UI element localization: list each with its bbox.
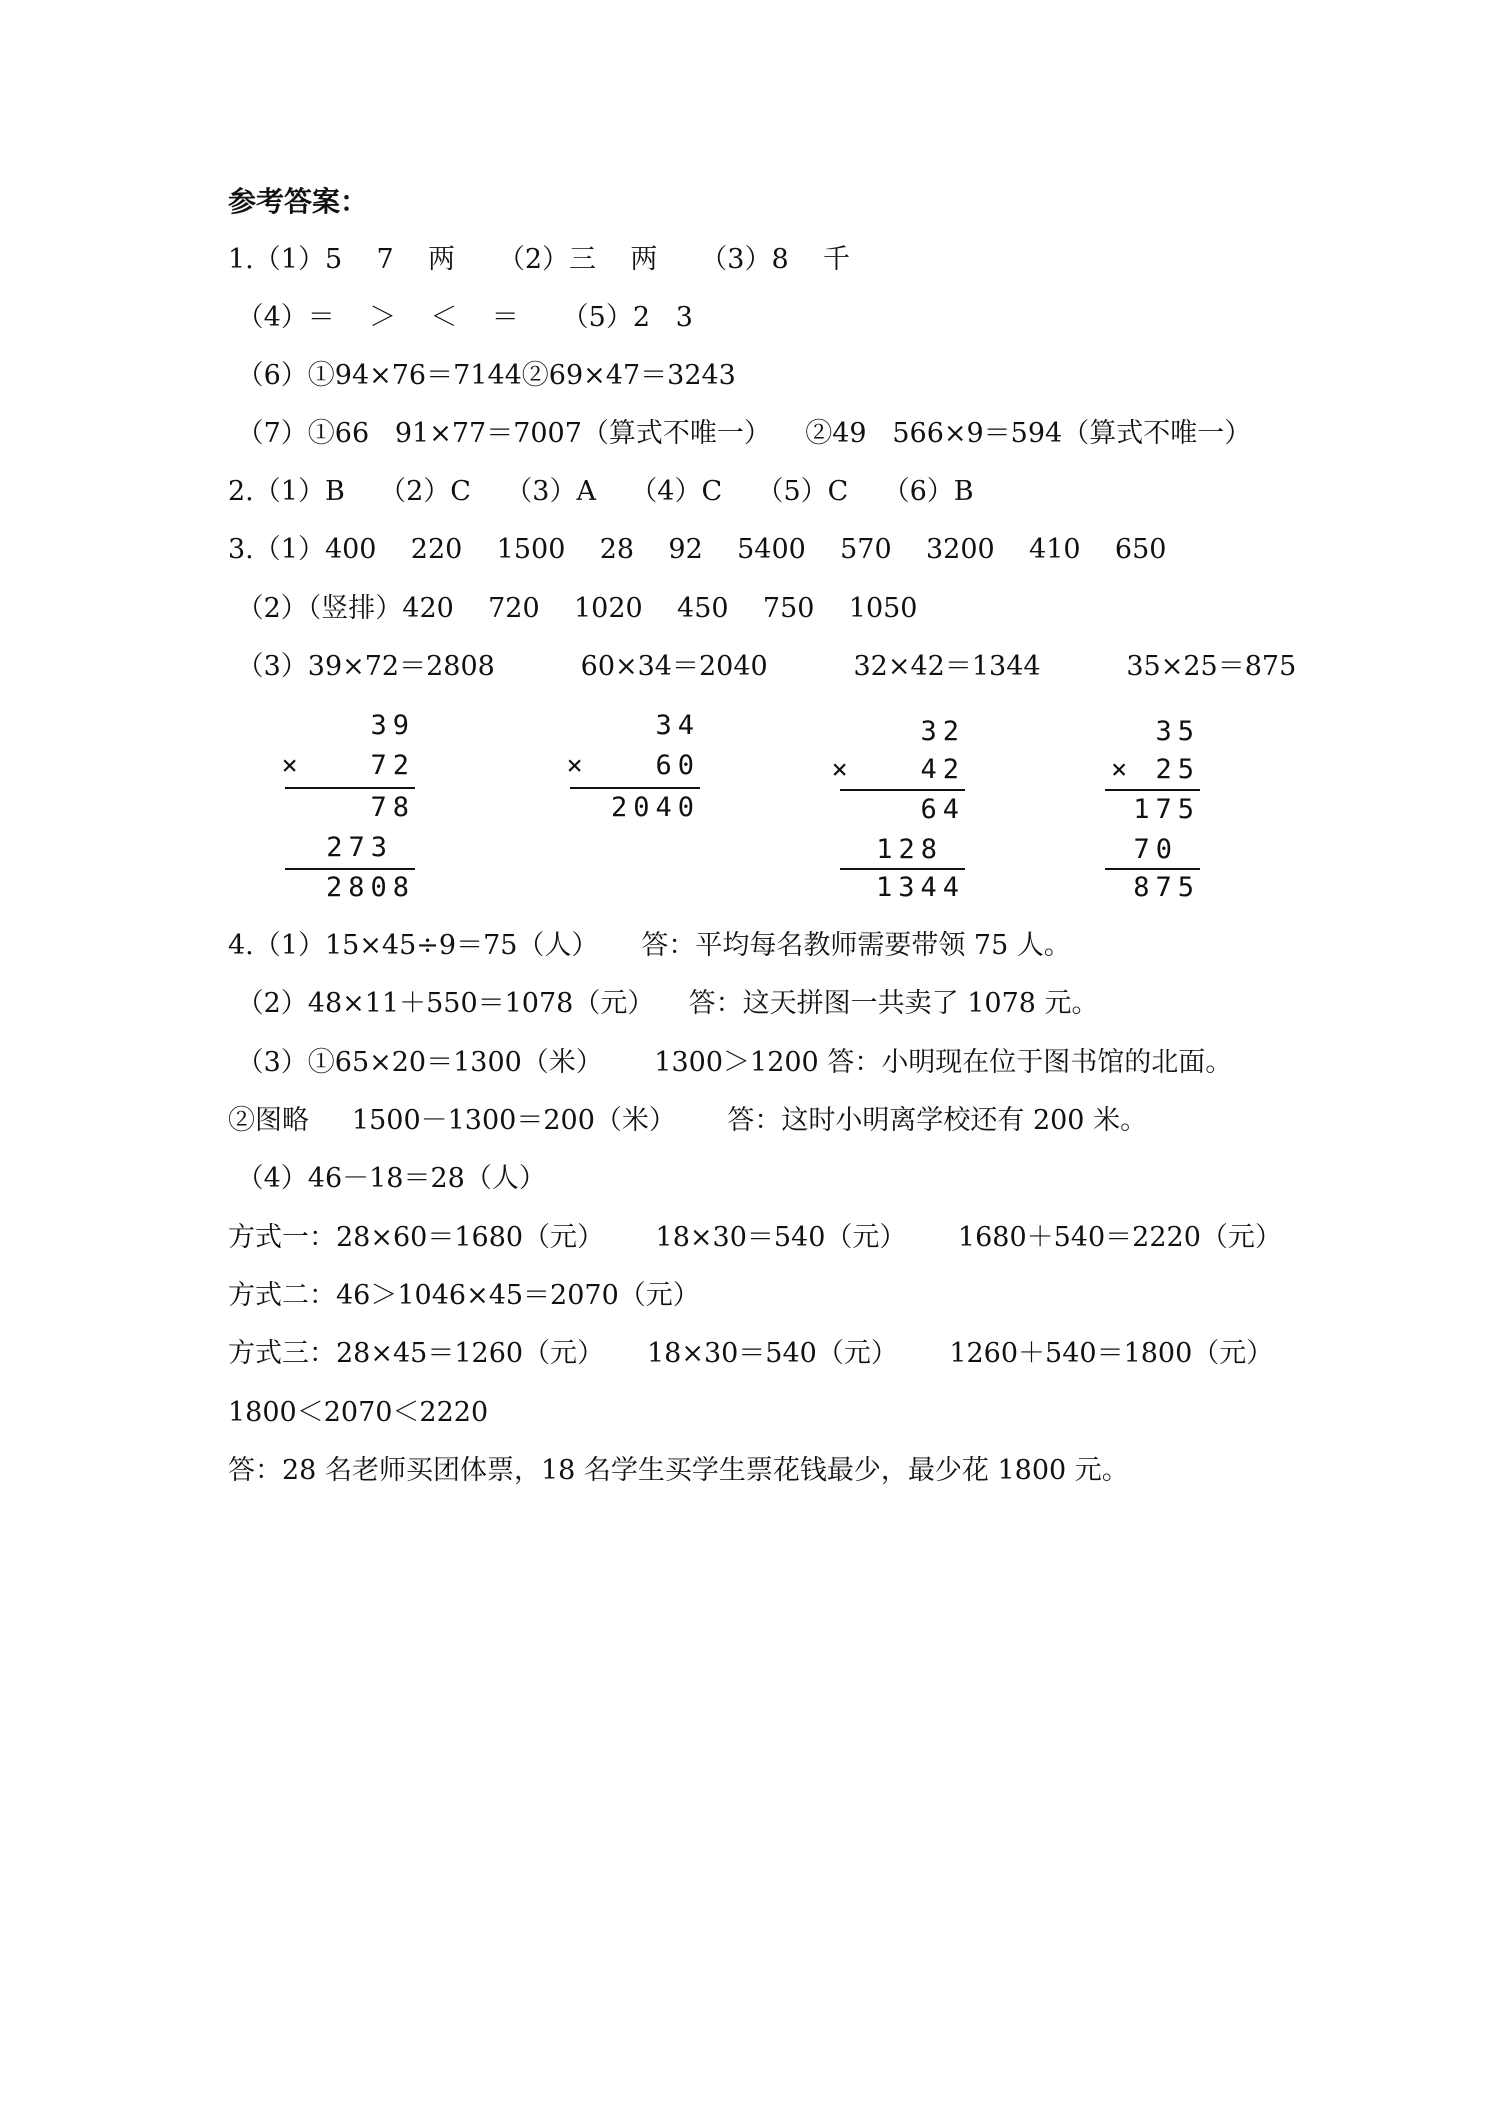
calc-result: 1344 <box>875 872 965 903</box>
answer-line: 1.（1）5 7 两 （2）三 两 （3）8 千 <box>228 244 850 275</box>
calc-rule <box>570 787 700 789</box>
calc-rule <box>840 789 965 791</box>
answer-line: 1800＜2070＜2220 <box>228 1397 489 1428</box>
calc-result: 2040 <box>610 792 700 823</box>
calc-top: 34 <box>655 710 700 741</box>
answer-line: （2）（竖排）420 720 1020 450 750 1050 <box>228 593 918 624</box>
answer-line: （4）46－18＝28（人） <box>228 1163 546 1194</box>
calc-mult: × 42 <box>831 754 965 785</box>
answer-line: ②图略 1500－1300＝200（米） 答：这时小明离学校还有 200 米。 <box>228 1105 1148 1136</box>
calc-result: 2808 <box>325 872 415 903</box>
answer-line: （3）39×72＝2808 60×34＝2040 32×42＝1344 35×25＝875 <box>228 651 1297 682</box>
calc-partial: 175 <box>1133 794 1200 825</box>
answer-line: 方式一：28×60＝1680（元） 18×30＝540（元） 1680＋540＝2220（元） <box>228 1222 1282 1253</box>
calc-partial: 128 <box>876 834 943 865</box>
calc-partial: 273 <box>326 832 393 863</box>
calc-top: 39 <box>370 710 415 741</box>
answer-line: （6）①94×76＝7144②69×47＝3243 <box>228 360 736 391</box>
answer-line: 答：28 名老师买团体票，18 名学生买学生票花钱最少，最少花 1800 元。 <box>228 1455 1129 1486</box>
answer-line: （4）＝ ＞ ＜ ＝ （5）2 3 <box>228 302 693 333</box>
answer-line: 2.（1）B （2）C （3）A （4）C （5）C （6）B <box>228 476 974 507</box>
vertical-calc-3 <box>831 714 965 914</box>
answer-line: （2）48×11＋550＝1078（元） 答：这天拼图一共卖了 1078 元。 <box>228 988 1099 1019</box>
calc-result: 875 <box>1133 872 1200 903</box>
page-title: 参考答案： <box>228 185 369 218</box>
calc-mult: × 60 <box>566 750 700 781</box>
answer-line: （7）①66 91×77＝7007（算式不唯一） ②49 566×9＝594（算式不唯一） <box>228 418 1252 449</box>
answer-line: 方式三：28×45＝1260（元） 18×30＝540（元） 1260＋540＝1800（元） <box>228 1338 1274 1369</box>
calc-partial: 64 <box>920 794 965 825</box>
calc-rule <box>1105 789 1200 791</box>
calc-mult: × 72 <box>281 750 415 781</box>
calc-top: 32 <box>920 716 965 747</box>
vertical-calc-2 <box>565 708 700 828</box>
calc-partial: 78 <box>370 792 415 823</box>
calc-rule <box>285 787 415 789</box>
answer-line: 3.（1）400 220 1500 28 92 5400 570 3200 410 650 <box>228 534 1167 565</box>
answer-line: 方式二：46＞1046×45＝2070（元） <box>228 1280 700 1311</box>
vertical-calc-4 <box>1100 714 1200 914</box>
vertical-calc-1 <box>280 708 415 908</box>
calc-partial: 70 <box>1133 834 1178 865</box>
answer-line: 4.（1）15×45÷9＝75（人） 答：平均每名教师需要带领 75 人。 <box>228 930 1071 961</box>
calc-mult: × 25 <box>1110 754 1200 785</box>
calc-top: 35 <box>1155 716 1200 747</box>
answer-line: （3）①65×20＝1300（米） 1300＞1200 答：小明现在位于图书馆的北面。 <box>228 1047 1233 1078</box>
